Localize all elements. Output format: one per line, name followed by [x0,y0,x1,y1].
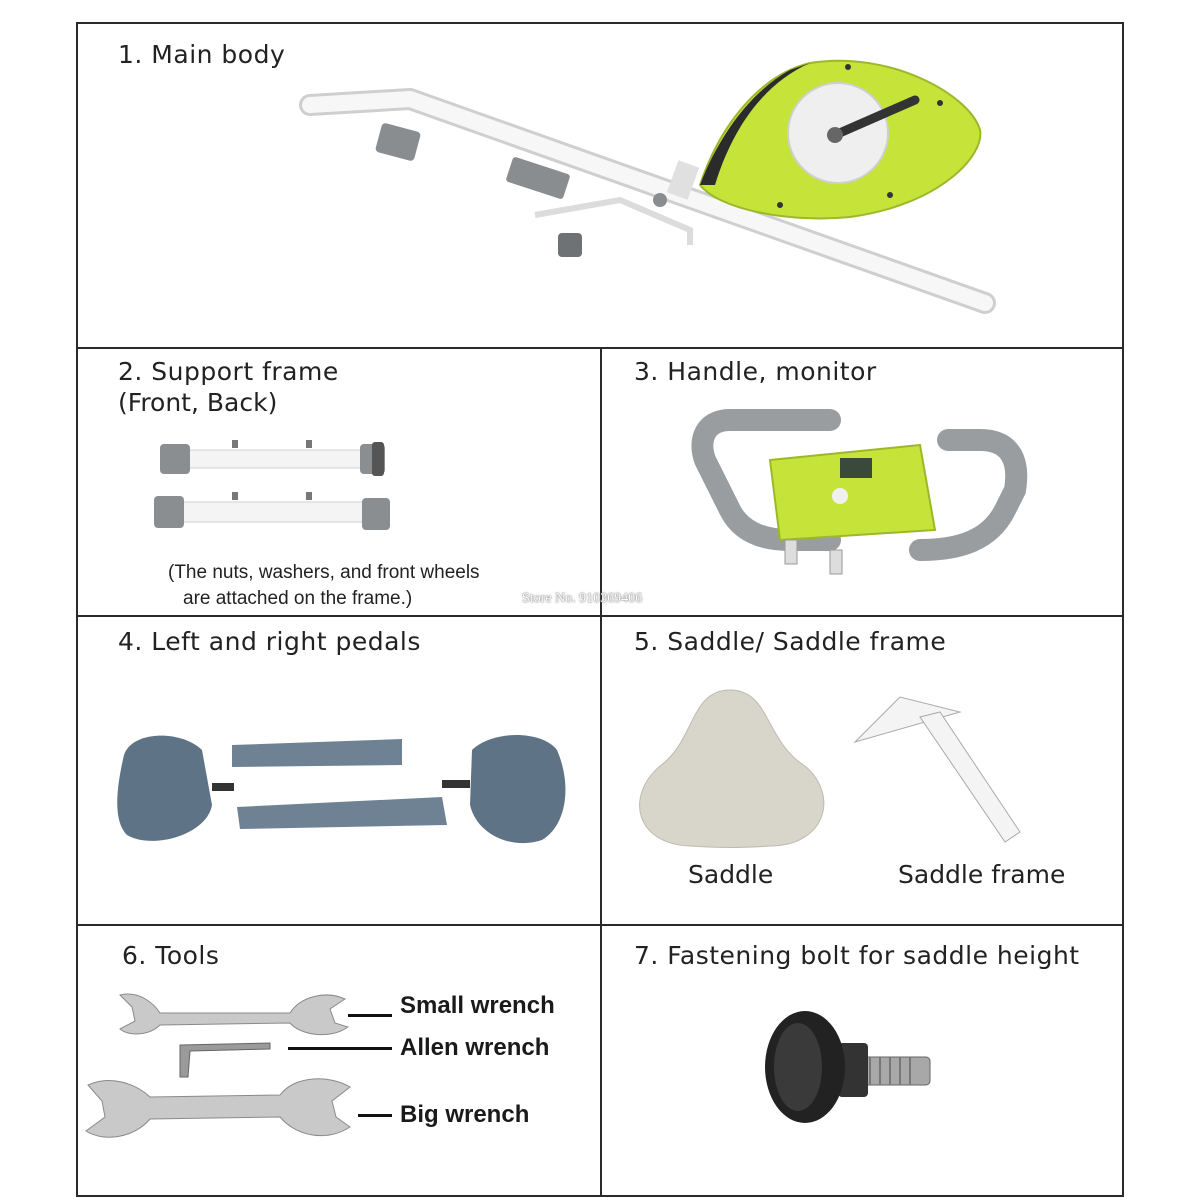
saddle-caption: Saddle [688,860,774,889]
allen-wrench-leader [288,1047,392,1050]
saddle-title: 5. Saddle/ Saddle frame [634,627,947,656]
saddle-image [630,686,835,856]
support-frame-image [150,430,400,540]
handle-monitor-title: 3. Handle, monitor [634,357,877,386]
big-wrench-leader [358,1114,392,1117]
small-wrench-leader [348,1014,392,1017]
store-watermark: Store No. 910369406 [522,591,643,606]
bolt-image [760,1005,940,1135]
main-body-image [290,55,1010,340]
tools-title: 6. Tools [122,941,220,970]
saddle-frame-caption: Saddle frame [898,860,1066,889]
support-frame-title: 2. Support frame [118,357,339,386]
column-divider [600,347,602,1197]
pedals-title: 4. Left and right pedals [118,627,421,656]
saddle-frame-image [850,692,1030,852]
allen-wrench-label: Allen wrench [400,1034,550,1061]
tools-image [80,985,360,1150]
support-frame-note-line1: (The nuts, washers, and front wheels [168,562,480,583]
big-wrench-label: Big wrench [400,1101,530,1128]
support-frame-note-line2: are attached on the frame.) [183,588,413,609]
pedals-image [112,725,572,855]
support-frame-subtitle: (Front, Back) [118,388,278,417]
handle-monitor-image [690,400,1040,580]
main-body-title: 1. Main body [118,40,286,69]
bolt-title: 7. Fastening bolt for saddle height [634,941,1080,970]
small-wrench-label: Small wrench [400,992,555,1019]
